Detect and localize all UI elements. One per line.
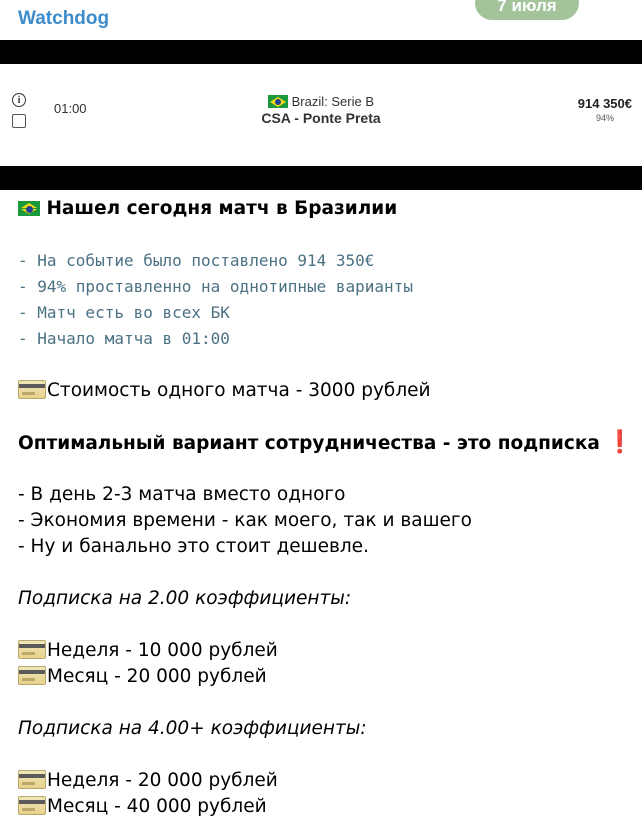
plan1-item — [18, 638, 628, 664]
brazil-flag-icon — [268, 95, 288, 108]
channel-name[interactable]: Watchdog — [18, 8, 110, 29]
league-label — [0, 94, 642, 109]
bet-amount: 914 350€ — [577, 96, 632, 111]
info-icon[interactable]: i — [12, 93, 26, 107]
plan-item-text: Месяц - 40 000 рублей — [47, 796, 267, 817]
headline-text: Нашел сегодня матч в Бразилии — [46, 198, 398, 219]
price-line — [18, 378, 628, 404]
price-text: Стоимость одного матча - 3000 рублей — [47, 380, 431, 401]
offer-heading-text: Оптимальный вариант сотрудничества - это подписка — [18, 433, 600, 454]
credit-card-icon — [18, 640, 46, 659]
bet-percent: 94% — [595, 113, 614, 123]
credit-card-icon — [18, 380, 46, 399]
benefit-line: - Ну и банально это стоит дешевле. — [18, 536, 369, 557]
match-card — [0, 64, 642, 166]
league-name: Brazil: Serie B — [291, 94, 374, 109]
plan-item-text: Месяц - 20 000 рублей — [47, 666, 267, 687]
credit-card-icon — [18, 770, 46, 789]
plan2-item — [18, 768, 628, 794]
plan-item-text: Неделя - 20 000 рублей — [47, 770, 278, 791]
date-badge: 7 июля — [475, 0, 579, 20]
plan1-item — [18, 664, 628, 690]
plan-item-text: Неделя - 10 000 рублей — [47, 640, 278, 661]
match-teams: CSA - Ponte Preta — [261, 110, 381, 126]
fact-line: - 94% проставленно на однотипные варианты — [18, 277, 413, 296]
plan1-title: Подписка на 2.00 коэффициенты: — [18, 588, 352, 609]
redaction-bar-bottom — [0, 166, 642, 190]
fact-line: - Начало матча в 01:00 — [18, 329, 230, 348]
plan2-title: Подписка на 4.00+ коэффициенты: — [18, 718, 367, 739]
fact-line: - На событие было поставлено 914 350€ — [18, 251, 375, 270]
redaction-bar-top — [0, 40, 642, 64]
brazil-flag-icon — [18, 201, 40, 216]
exclamation-icon: ❗ — [606, 430, 634, 455]
benefit-line: - В день 2-3 матча вместо одного — [18, 484, 346, 505]
message-headline — [18, 196, 628, 222]
fact-line: - Матч есть во всех БК — [18, 303, 230, 322]
credit-card-icon — [18, 796, 46, 815]
plan2-item — [18, 794, 628, 820]
match-time: 01:00 — [54, 101, 87, 116]
credit-card-icon — [18, 666, 46, 685]
benefit-line: - Экономия времени - как моего, так и вашего — [18, 510, 472, 531]
offer-heading — [18, 430, 634, 456]
message-body — [18, 196, 634, 820]
